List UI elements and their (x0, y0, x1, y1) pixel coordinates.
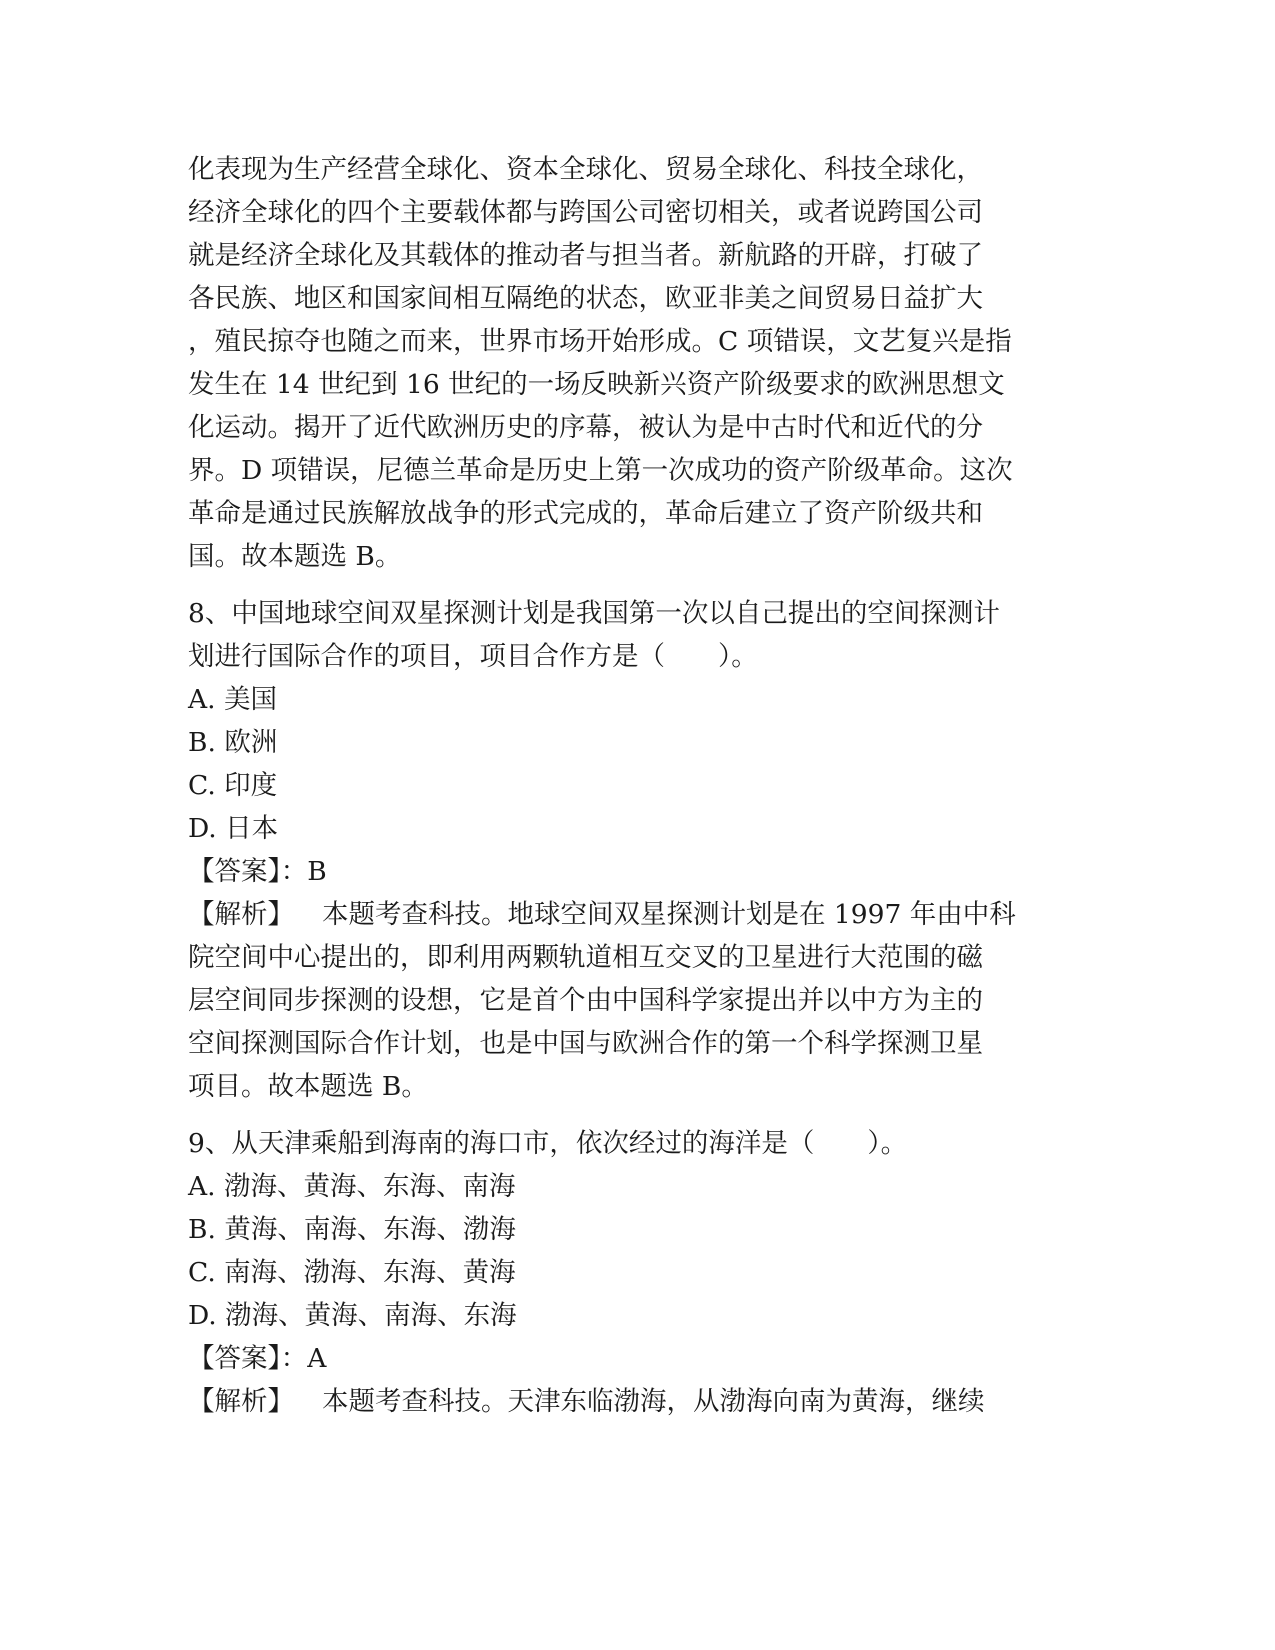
analysis-text: 本题考查科技。天津东临渤海，从渤海向南为黄海，继续 (322, 1386, 985, 1417)
question-stem: 9、从天津乘船到海南的海口市，依次经过的海洋是（ ）。 (188, 1128, 908, 1159)
question-stem: 划进行国际合作的项目，项目合作方是（ ）。 (188, 641, 758, 672)
explanation-line: ，殖民掠夺也随之而来，世界市场开始形成。C 项错误，文艺复兴是指 (188, 326, 1012, 357)
analysis-label: 【解析】 (188, 1386, 294, 1417)
analysis-text: 本题考查科技。地球空间双星探测计划是在 1997 年由中科 (322, 899, 1016, 930)
question-8 (188, 592, 1088, 1108)
answer-line (188, 850, 1088, 893)
option-b: B. 欧洲 (188, 727, 278, 758)
analysis-line: 空间探测国际合作计划，也是中国与欧洲合作的第一个科学探测卫星 (188, 1028, 983, 1059)
question-9 (188, 1122, 1088, 1423)
explanation-line: 发生在 14 世纪到 16 世纪的一场反映新兴资产阶级要求的欧洲思想文 (188, 369, 1005, 400)
analysis-line (188, 893, 1088, 936)
explanation-line: 经济全球化的四个主要载体都与跨国公司密切相关，或者说跨国公司 (188, 197, 983, 228)
option-c: C. 印度 (188, 770, 278, 801)
option-b: B. 黄海、南海、东海、渤海 (188, 1214, 516, 1245)
analysis-line: 院空间中心提出的，即利用两颗轨道相互交叉的卫星进行大范围的磁 (188, 942, 983, 973)
analysis-line (188, 1380, 1088, 1423)
answer-label: 【答案】： (188, 856, 308, 887)
analysis-line: 项目。故本题选 B。 (188, 1071, 428, 1102)
prev-explanation (188, 148, 1088, 578)
explanation-line: 化运动。揭开了近代欧洲历史的序幕，被认为是中古时代和近代的分 (188, 412, 983, 443)
answer-label: 【答案】： (188, 1343, 308, 1374)
explanation-line: 革命是通过民族解放战争的形式完成的，革命后建立了资产阶级共和 (188, 498, 983, 529)
option-d: D. 日本 (188, 813, 279, 844)
explanation-line: 国。故本题选 B。 (188, 541, 402, 572)
answer-value: A (307, 1343, 327, 1374)
option-c: C. 南海、渤海、东海、黄海 (188, 1257, 516, 1288)
explanation-line: 各民族、地区和国家间相互隔绝的状态，欧亚非美之间贸易日益扩大 (188, 283, 983, 314)
analysis-label: 【解析】 (188, 899, 294, 930)
question-spacer (188, 578, 1088, 592)
explanation-line: 化表现为生产经营全球化、资本全球化、贸易全球化、科技全球化， (188, 154, 983, 185)
question-stem: 8、中国地球空间双星探测计划是我国第一次以自己提出的空间探测计 (188, 598, 1000, 629)
option-d: D. 渤海、黄海、南海、东海 (188, 1300, 517, 1331)
answer-line (188, 1337, 1088, 1380)
answer-value: B (307, 856, 327, 887)
explanation-line: 就是经济全球化及其载体的推动者与担当者。新航路的开辟，打破了 (188, 240, 983, 271)
question-spacer (188, 1108, 1088, 1122)
option-a: A. 美国 (188, 684, 277, 715)
explanation-line: 界。D 项错误，尼德兰革命是历史上第一次成功的资产阶级革命。这次 (188, 455, 1013, 486)
option-a: A. 渤海、黄海、东海、南海 (188, 1171, 516, 1202)
analysis-line: 层空间同步探测的设想，它是首个由中国科学家提出并以中方为主的 (188, 985, 983, 1016)
page-content (188, 148, 1088, 1423)
